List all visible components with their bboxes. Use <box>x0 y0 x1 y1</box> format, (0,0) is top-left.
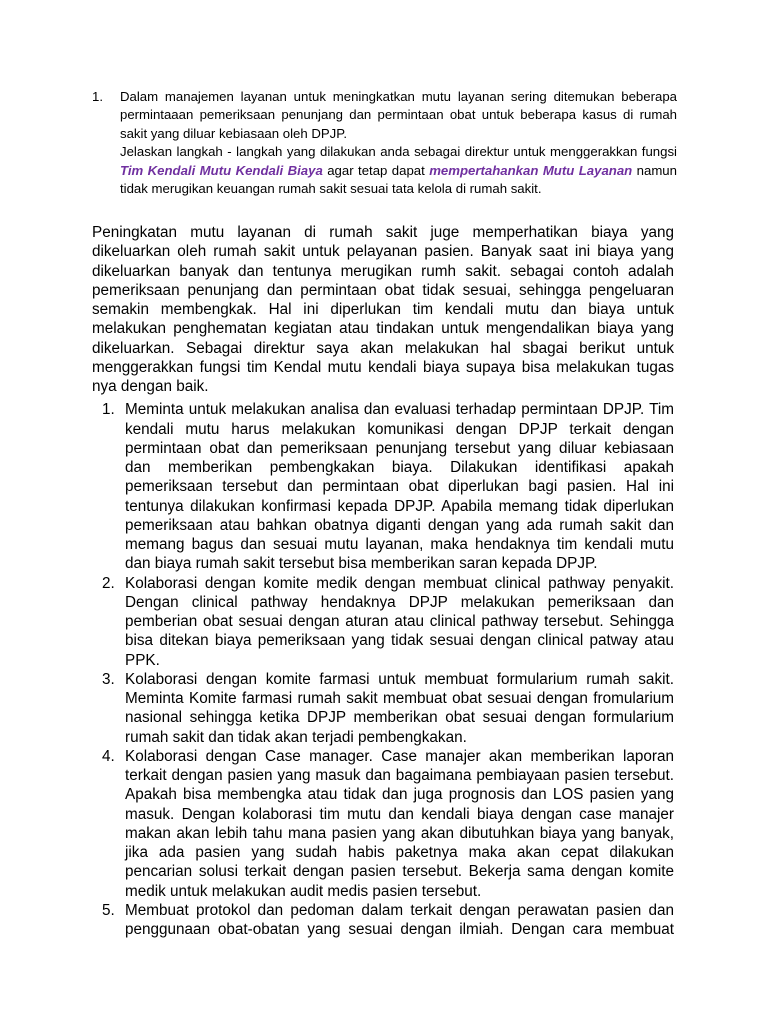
question-item <box>92 88 677 198</box>
question-block <box>92 88 677 198</box>
list-item-text: Meminta untuk melakukan analisa dan evaluasi terhadap permintaan DPJP. Tim kendali mutu harus melakukan komunikasi dengan DPJP terkait dengan permintaan obat dan pemeriksaan penunjang tersebut yang diluar kebiasaan dan memberikan pembengkakan biaya. Dilakukan identifikasi apakah pemeriksaan tersebut dan permintaan obat diperlukan bagi pasien. Hal ini tentunya dilakukan konfirmasi kepada DPJP. Apabila memang tidak diperlukan pemeriksaan atau bahkan obatnya diganti dengan yang ada rumah sakit dan memang bagus dan sesuai mutu layanan, maka hendaknya tim kendali mutu dan biaya rumah sakit tersebut bisa memberikan saran kepada DPJP. <box>125 401 674 573</box>
list-item-number: 1. <box>102 401 115 419</box>
list-item-text: Kolaborasi dengan komite medik dengan membuat clinical pathway penyakit. Dengan clinical pathway hendaknya DPJP melakukan pemeriksaan dan pemberian obat sesuai dengan aturan atau clinical pathway tersebut. Sehingga bisa ditekan biaya pemeriksaan yang tidak sesuai dengan clinical patway atau PPK. <box>125 574 674 669</box>
question-number: 1. <box>92 89 103 104</box>
question-body <box>120 88 677 198</box>
highlight-tim-kendali: Tim Kendali Mutu Kendali Biaya <box>120 162 323 178</box>
answer-block <box>92 223 674 939</box>
answer-intro-paragraph: Peningkatan mutu layanan di rumah sakit juge memperhatikan biaya yang dikeluarkan oleh rumah sakit untuk pelayanan pasien. Banyak saat ini biaya yang dikeluarkan banyak dan tentunya merugikan rumh sakit. sebagai contoh adalah pemeriksaan penunjang dan permintaan obat tidak sesuai, sehingga pengeluaran semakin membengkak. Hal ini diperlukan tim kendali mutu dan biaya untuk melakukan penghematan kegiatan atau tindakan untuk mengendalikan biaya yang dikeluarkan. Sebagai direktur saya akan melakukan hal sbagai berikut untuk menggerakkan fungsi tim Kendal mutu kendali biaya supaya bisa melakukan tugas nya dengan baik. <box>92 224 674 395</box>
list-item-number: 4. <box>102 747 115 765</box>
list-item <box>92 747 674 901</box>
list-item <box>92 670 674 747</box>
list-item <box>92 574 674 670</box>
list-item <box>92 901 674 940</box>
list-item-number: 2. <box>102 574 115 592</box>
instruction-text-pre: Jelaskan langkah - langkah yang dilakukan anda sebagai direktur untuk menggerakkan fungsi <box>120 144 677 160</box>
instruction-text-mid: agar tetap dapat <box>322 162 430 178</box>
list-item-number: 3. <box>102 670 115 688</box>
list-item <box>92 400 674 573</box>
list-item-text: Kolaborasi dengan Case manager. Case manajer akan memberikan laporan terkait dengan pasien yang masuk dan bagaimana pembiayaan pasien tersebut. Apakah bisa membengka atau tidak dan juga prognosis dan LOS pasien yang masuk. Dengan kolaborasi tim mutu dan kendali biaya dengan case manajer makan akan lebih tahu mana pasien yang akan dibutuhkan biaya yang banyak, jika ada pasien yang sudah habis paketnya maka akan cepat dilakukan pencarian solusi terkait dengan pasien tersebut. Bekerja sama dengan komite medik untuk melakukan audit medis pasien tersebut. <box>125 747 674 900</box>
question-text: Dalam manajemen layanan untuk meningkatkan mutu layanan sering ditemukan beberapa permintaaan pemeriksaan penunjang dan permintaan obat untuk beberapa kasus di rumah sakit yang diluar kebiasaan oleh DPJP. <box>120 89 677 141</box>
list-item-text: Kolaborasi dengan komite farmasi untuk membuat formularium rumah sakit. Meminta Komite farmasi rumah sakit membuat obat sesuai dengan fromularium nasional sehingga ketika DPJP memberikan obat sesuai dengan formularium rumah sakit dan tidak akan terjadi pembengkakan. <box>125 670 674 746</box>
instruction-text-post: namun tidak merugikan keuangan rumah sakit sesuai tata kelola di rumah sakit. <box>120 162 677 197</box>
answer-steps-list <box>92 400 674 939</box>
question-instruction <box>120 143 677 198</box>
list-item-text: Membuat protokol dan pedoman dalam terkait dengan perawatan pasien dan penggunaan obat-obatan yang sesuai dengan ilmiah. Dengan cara membuat <box>125 901 674 938</box>
highlight-mutu-layanan: mempertahankan Mutu Layanan <box>429 162 633 178</box>
list-item-number: 5. <box>102 901 115 919</box>
